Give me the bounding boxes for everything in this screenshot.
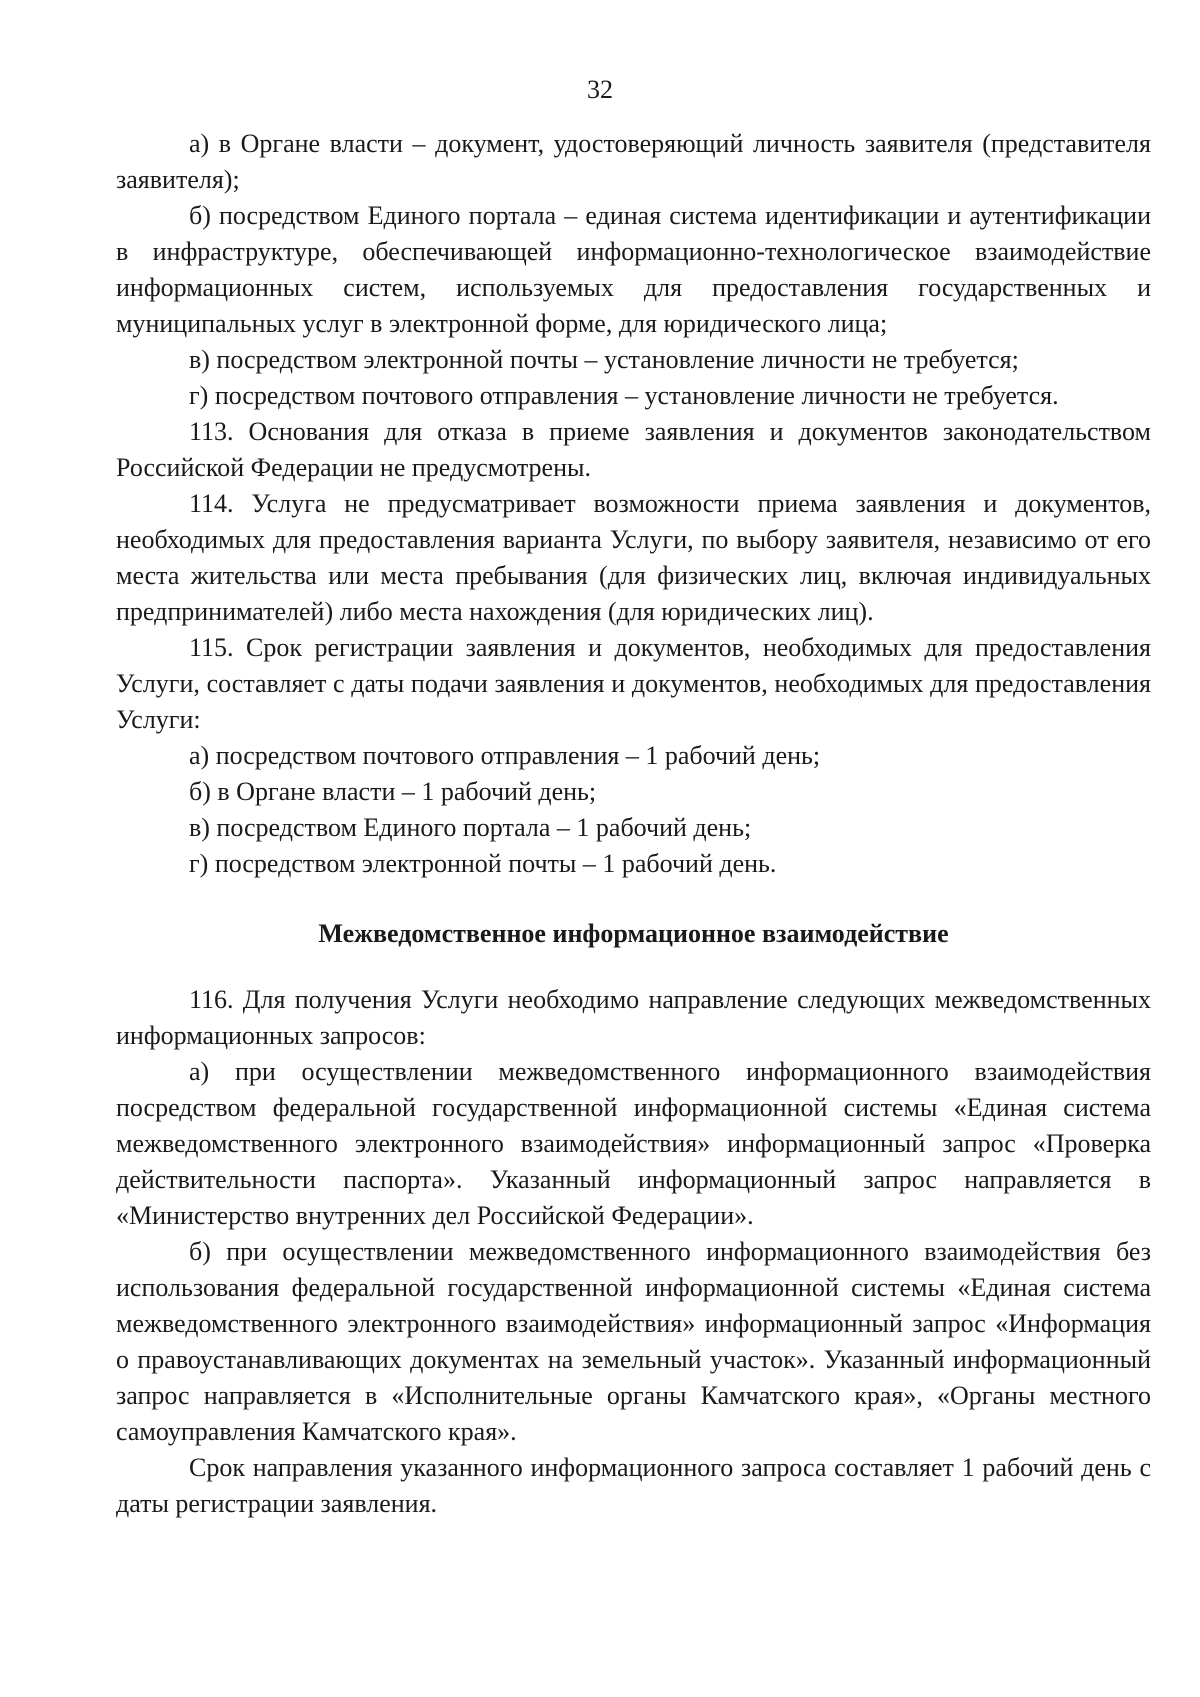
paragraph-113: 113. Основания для отказа в приеме заявления и документов законодательством Российской Федерации не предусмотрены. xyxy=(116,417,1151,482)
paragraph-115-post: а) посредством почтового отправления – 1 рабочий день; xyxy=(189,741,821,770)
paragraph-116-b: б) при осуществлении межведомственного информационного взаимодействия без использования федеральной государственной информационной системы «Единая система межведомственного электронного взаимодействия» информационный запрос «Информация о правоустанавливающих документах на земельный участок». Указанный информационный запрос направляется в «Исполнительные органы Камчатского края», «Органы местного самоуправления Камчатского края». xyxy=(116,1237,1151,1446)
paragraph-115-organ: б) в Органе власти – 1 рабочий день; xyxy=(189,777,597,806)
paragraph-identity-email: в) посредством электронной почты – установление личности не требуется; xyxy=(189,345,1019,374)
paragraph-identity-organ: а) в Органе власти – документ, удостоверяющий личность заявителя (представителя заявителя); xyxy=(116,129,1151,194)
document-body xyxy=(116,126,1151,1522)
paragraph-116: 116. Для получения Услуги необходимо направление следующих межведомственных информационных запросов: xyxy=(116,985,1151,1050)
paragraph-115-email: г) посредством электронной почты – 1 рабочий день. xyxy=(189,849,777,878)
section-heading: Межведомственное информационное взаимодействие xyxy=(318,919,949,948)
paragraph-115-portal: в) посредством Единого портала – 1 рабочий день; xyxy=(189,813,752,842)
paragraph-116-deadline: Срок направления указанного информационного запроса составляет 1 рабочий день с даты регистрации заявления. xyxy=(116,1453,1151,1518)
paragraph-116-a: а) при осуществлении межведомственного информационного взаимодействия посредством федеральной государственной информационной системы «Единая система межведомственного электронного взаимодействия» информационный запрос «Проверка действительности паспорта». Указанный информационный запрос направляется в «Министерство внутренних дел Российской Федерации». xyxy=(116,1057,1151,1230)
paragraph-identity-portal: б) посредством Единого портала – единая система идентификации и аутентификации в инфраструктуре, обеспечивающей информационно-технологическое взаимодействие информационных систем, используемых для предоставления государственных и муниципальных услуг в электронной форме, для юридического лица; xyxy=(116,201,1151,338)
paragraph-115: 115. Срок регистрации заявления и документов, необходимых для предоставления Услуги, составляет с даты подачи заявления и документов, необходимых для предоставления Услуги: xyxy=(116,633,1151,734)
paragraph-114: 114. Услуга не предусматривает возможности приема заявления и документов, необходимых для предоставления варианта Услуги, по выбору заявителя, независимо от его места жительства или места пребывания (для физических лиц, включая индивидуальных предпринимателей) либо места нахождения (для юридических лиц). xyxy=(116,489,1151,626)
paragraph-identity-post: г) посредством почтового отправления – установление личности не требуется. xyxy=(189,381,1059,410)
page-number: 32 xyxy=(587,75,613,104)
